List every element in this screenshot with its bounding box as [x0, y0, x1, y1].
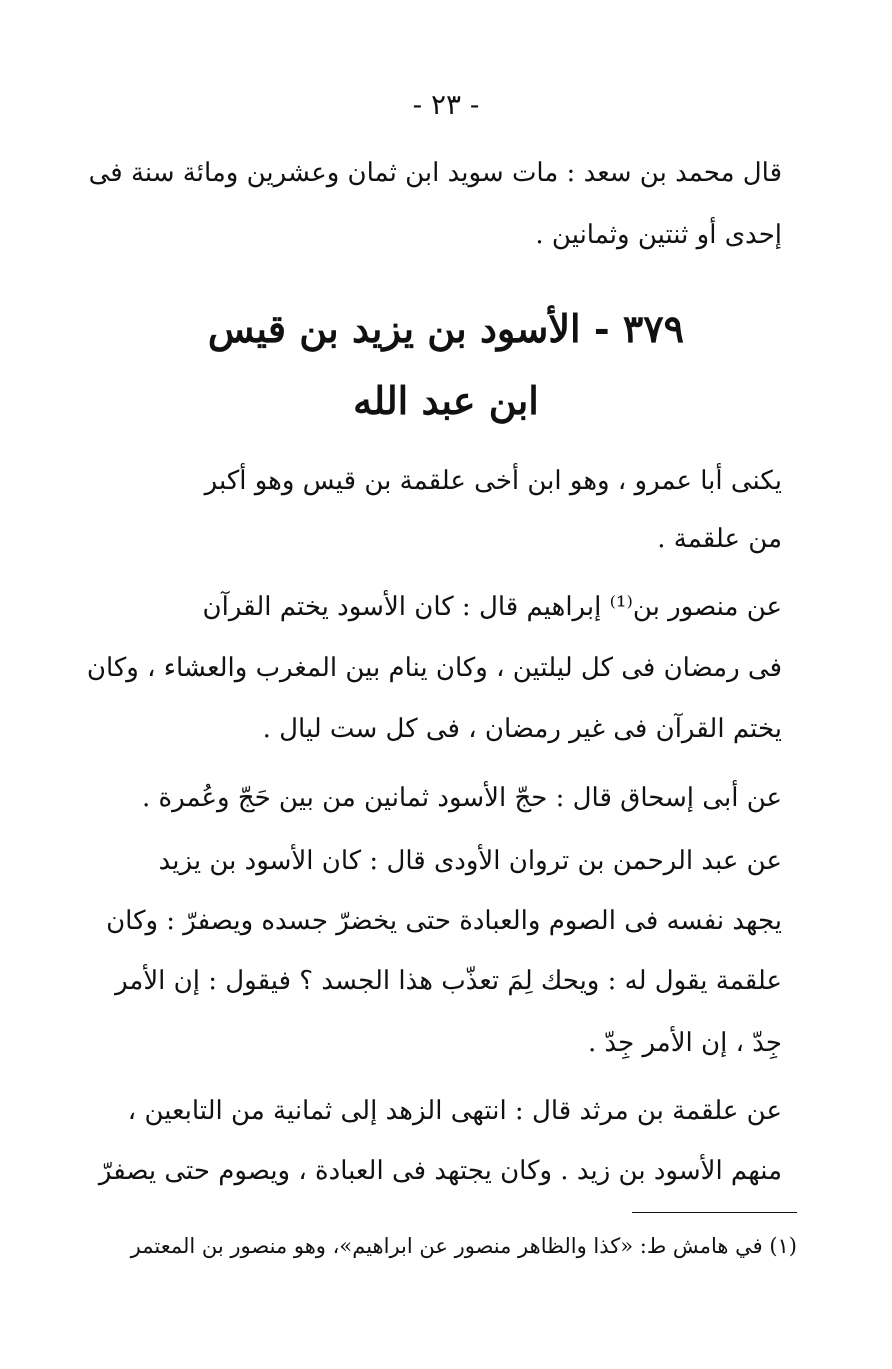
text-line: عن عبد الرحمن بن تروان الأودى قال : كان الأسود بن يزيد — [158, 846, 782, 876]
text-line: قال محمد بن سعد : مات سويد ابن ثمان وعشرين ومائة سنة فى — [88, 158, 782, 188]
entry-heading-line-2: ابن عبد الله — [353, 378, 539, 423]
text-line: يجهد نفسه فى الصوم والعبادة حتى يخضرّ جسده ويصفرّ : وكان — [106, 906, 782, 936]
footnote: (١) في هامش ط: «كذا والظاهر منصور عن ابراهيم»، وهو منصور بن المعتمر — [130, 1234, 797, 1258]
text-line: يختم القرآن فى غير رمضان ، فى كل ست ليال . — [262, 714, 782, 744]
entry-heading-line-1: ٣٧٩ - الأسود بن يزيد بن قيس — [207, 306, 685, 351]
text-line: إحدى أو ثنتين وثمانين . — [535, 220, 782, 250]
text-line: جِدّ ، إن الأمر جِدّ . — [587, 1028, 782, 1058]
page-number: - ٢٣ - — [412, 88, 480, 121]
text-line: منهم الأسود بن زيد . وكان يجتهد فى العبادة ، ويصوم حتى يصفرّ — [98, 1156, 782, 1186]
text-line: فى رمضان فى كل ليلتين ، وكان ينام بين المغرب والعشاء ، وكان — [86, 653, 782, 683]
text-line: عن أبى إسحاق قال : حجّ الأسود ثمانين من بين حَجّ وعُمرة . — [141, 783, 782, 813]
text-line: علقمة يقول له : ويحك لِمَ تعذّب هذا الجسد ؟ فيقول : إن الأمر — [115, 966, 782, 996]
text-line: من علقمة . — [657, 524, 782, 554]
text-line: عن علقمة بن مرثد قال : انتهى الزهد إلى ثمانية من التابعين ، — [127, 1096, 782, 1126]
text-line: عن منصور بن⁽¹⁾ إبراهيم قال : كان الأسود يختم القرآن — [202, 592, 782, 622]
text-line: يكنى أبا عمرو ، وهو ابن أخى علقمة بن قيس وهو أكبر — [204, 466, 782, 496]
footnote-separator — [632, 1212, 797, 1213]
